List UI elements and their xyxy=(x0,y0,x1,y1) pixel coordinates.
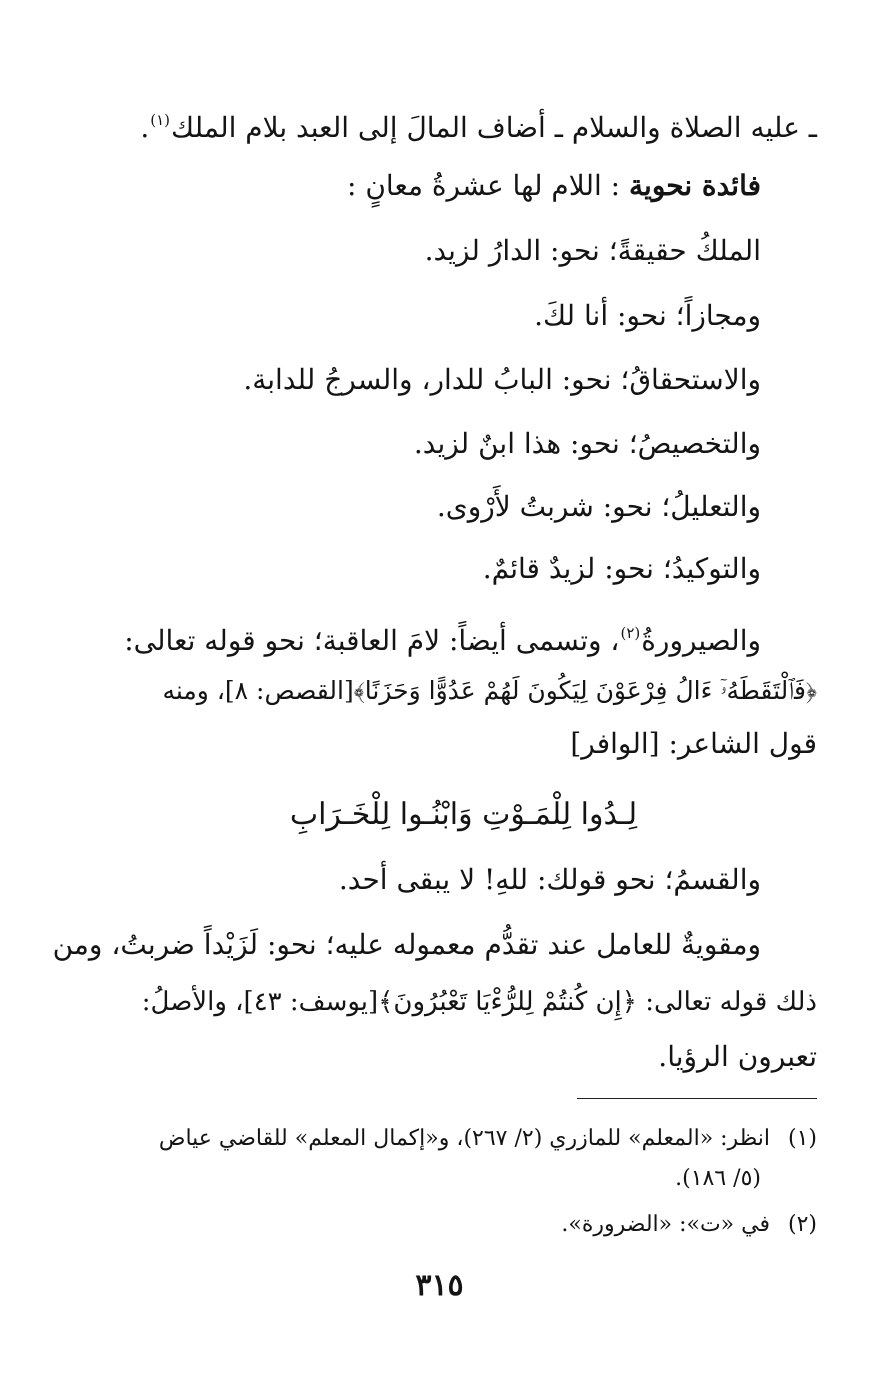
poem-verse: لِـدُوا لِلْمَـوْتِ وَابْنُـوا لِلْخَـرَابِ xyxy=(289,797,638,832)
text-line-12: والقسمُ؛ نحو قولك: للهِ! لا يبقى أحد. xyxy=(338,863,761,896)
footnote-ref-1[interactable]: (١) xyxy=(150,111,171,129)
footnote-1-continued: (٥/ ١٨٦). xyxy=(675,1166,761,1191)
footnote-2 xyxy=(110,1208,817,1242)
footnote-1 xyxy=(110,1122,817,1156)
text-line-3: الملكُ حقيقةً؛ نحو: الدارُ لزيد. xyxy=(424,234,761,267)
quran-verse-line: ﴿فَٱلْتَقَطَهُۥٓ ءَالُ فِرْعَوْنَ لِيَكُونَ لَهُمْ عَدُوًّا وَحَزَنًا﴾[القصص: ٨]، ومنه xyxy=(162,676,817,705)
footnote-text: في «ت»: «الضرورة». xyxy=(561,1212,770,1237)
text-line-4: ومجازاً؛ نحو: أنا لكَ. xyxy=(534,299,761,332)
footnote-number: (٢) xyxy=(787,1212,817,1237)
footnote-ref-2[interactable]: (٢) xyxy=(620,624,641,642)
footnote-separator xyxy=(577,1098,817,1099)
text-line-14: ذلك قوله تعالى: ﴿إِن كُنتُمْ لِلرُّءْيَا تَعْبُرُونَ﴾[يوسف: ٤٣]، والأصلُ: xyxy=(141,987,817,1017)
text-line-5: والاستحقاقُ؛ نحو: البابُ للدار، والسرجُ للدابة. xyxy=(243,363,761,396)
note-heading: فائدة نحوية xyxy=(629,169,761,202)
text-line-7: والتعليلُ؛ نحو: شربتُ لأَرْوى. xyxy=(436,490,761,523)
text-line-9: والصيرورةُ$^{(٢)}$، وتسمى أيضاً: لامَ العاقبة؛ نحو قوله تعالى: xyxy=(124,624,761,657)
footnote-text: انظر: «المعلم» للمازري (٢/ ٢٦٧)، و«إكمال المعلم» للقاضي عياض xyxy=(158,1126,770,1151)
text-line-15: تعبرون الرؤيا. xyxy=(658,1040,817,1073)
text-line-6: والتخصيصُ؛ نحو: هذا ابنٌ لزيد. xyxy=(413,427,761,460)
text-line-1: ـ عليه الصلاة والسلام ـ أضاف المالَ إلى العبد بلام الملك$^{(١)}$. xyxy=(140,111,817,144)
text-line-2: فائدة نحوية : اللام لها عشرةُ معانٍ : xyxy=(347,169,761,202)
page-number: ٣١٥ xyxy=(415,1268,464,1303)
footnote-number: (١) xyxy=(787,1126,817,1151)
text-line-11: قول الشاعر: [الوافر] xyxy=(570,727,817,760)
text-line-13: ومقويةٌ للعامل عند تقدُّم معموله عليه؛ نحو: لَزَيْداً ضربتُ، ومن xyxy=(52,928,761,961)
text-line-8: والتوكيدُ؛ نحو: لزيدٌ قائمٌ. xyxy=(482,552,761,585)
